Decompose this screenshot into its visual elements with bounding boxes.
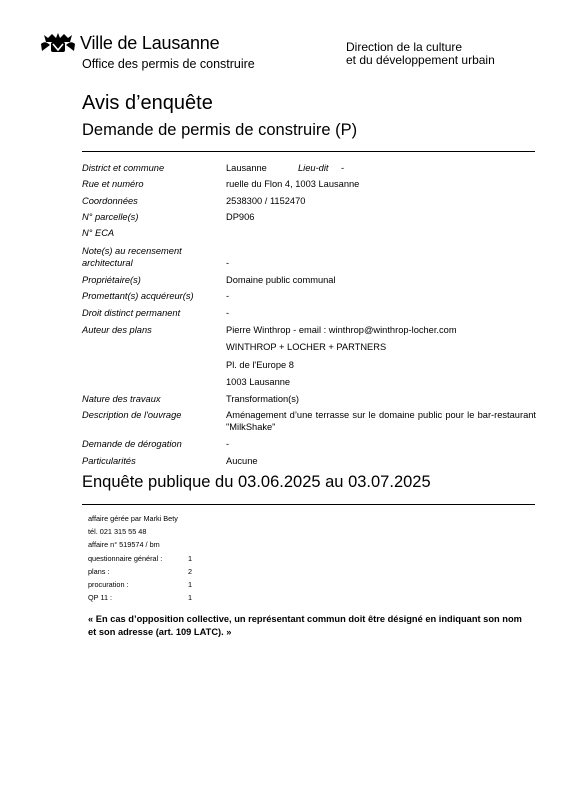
street-value: ruelle du Flon 4, 1003 Lausanne: [226, 179, 360, 189]
particularites-value: Aucune: [226, 456, 258, 466]
droit-distinct-value: -: [226, 308, 230, 318]
attachment-count: 2: [188, 567, 193, 576]
owner-label: Propriétaire(s): [82, 275, 141, 285]
attachment-label: procuration :: [88, 580, 129, 589]
page-subtitle: Demande de permis de construire (P): [82, 121, 358, 139]
department-line-1: Direction de la culture: [346, 40, 463, 54]
lieu-dit-value: -: [341, 163, 345, 173]
department-line-2: et du développement urbain: [346, 53, 495, 67]
managed-by: affaire gérée par Marki Bety: [88, 514, 178, 523]
lausanne-crest-icon: [40, 32, 76, 54]
promettant-label: Promettant(s) acquéreur(s): [82, 291, 194, 301]
nature-value: Transformation(s): [226, 394, 300, 404]
divider-top: [82, 151, 535, 152]
notes-label: Note(s) au recensement architectural: [82, 246, 182, 268]
nature-label: Nature des travaux: [82, 394, 161, 404]
parcel-value: DP906: [226, 212, 255, 222]
owner-value: Domaine public communal: [226, 275, 336, 285]
derogation-label: Demande de dérogation: [82, 439, 182, 449]
description-label: Description de l'ouvrage: [82, 410, 182, 420]
city-name: Ville de Lausanne: [80, 33, 220, 53]
office-name: Office des permis de construire: [82, 57, 255, 71]
description-value: Aménagement d’une terrasse sur le domaine public pour le bar-restaurant "MilkShake": [226, 410, 536, 432]
attachment-count: 1: [188, 580, 193, 589]
coordinates-label: Coordonnées: [82, 196, 138, 206]
parcel-label: N° parcelle(s): [82, 212, 139, 222]
coordinates-value: 2538300 / 1152470: [226, 196, 306, 206]
divider-middle: [82, 504, 535, 505]
district-label: District et commune: [82, 163, 165, 173]
opposition-note: « En cas d’opposition collective, un représentant commun doit être désigné en indiquant son nom et son adresse (art. 109 LATC). »: [88, 614, 522, 637]
promettant-value: -: [226, 291, 230, 301]
author-label: Auteur des plans: [82, 325, 152, 335]
district-value: Lausanne: [226, 163, 267, 173]
inquiry-period: Enquête publique du 03.06.2025 au 03.07.2025: [82, 473, 431, 491]
attachment-label: QP 11 :: [88, 593, 113, 602]
attachment-label: plans :: [88, 567, 110, 576]
phone: tél. 021 315 55 48: [88, 527, 147, 536]
particularites-label: Particularités: [82, 456, 136, 466]
author-line-1: Pierre Winthrop - email : winthrop@winthrop-locher.com: [226, 325, 457, 335]
lieu-dit-label: Lieu-dit: [298, 163, 329, 173]
derogation-value: -: [226, 439, 230, 449]
street-label: Rue et numéro: [82, 179, 144, 189]
page-title: Avis d’enquête: [82, 92, 213, 114]
case-number: affaire n° 519574 / bm: [88, 540, 160, 549]
notes-value: -: [226, 258, 230, 268]
author-line-4: 1003 Lausanne: [226, 377, 291, 387]
author-line-3: Pl. de l'Europe 8: [226, 360, 294, 370]
author-line-2: WINTHROP + LOCHER + PARTNERS: [226, 342, 387, 352]
attachment-count: 1: [188, 593, 193, 602]
attachment-count: 1: [188, 554, 193, 563]
droit-distinct-label: Droit distinct permanent: [82, 308, 181, 318]
eca-label: N° ECA: [82, 228, 115, 238]
attachment-label: questionnaire général :: [88, 554, 163, 563]
